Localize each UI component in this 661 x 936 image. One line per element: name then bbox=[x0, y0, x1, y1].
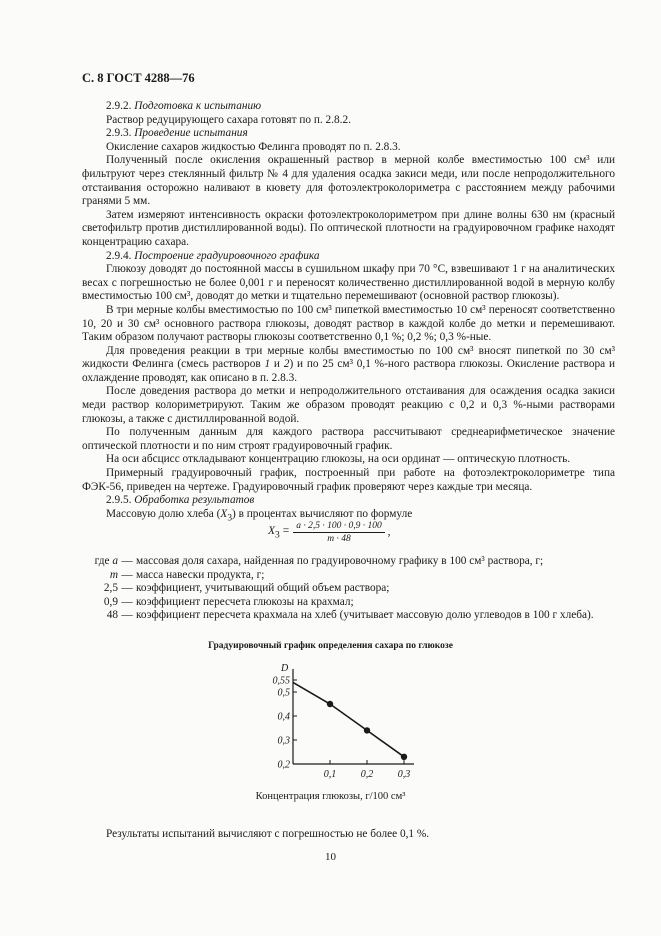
data-point bbox=[327, 701, 333, 707]
paragraph: Раствор редуцирующего сахара готовят по п. 2.8.2. bbox=[106, 113, 351, 126]
paragraph: Глюкозу доводят до постоянной массы в сушильном шкафу при 70 °С, взвешивают 1 г на аналитических весах с погрешностью не более 0,001 г и переносят количественно дистиллированной водой в мерную колбу вместимостью 100 см³, доводят до метки и тщательно перемешивают (основной раствор глюкозы). bbox=[82, 263, 615, 303]
chart-x-axis-label: Концентрация глюкозы, г/100 см³ bbox=[255, 791, 406, 802]
page-number: 10 bbox=[325, 851, 336, 863]
section-title: Обработка результатов bbox=[134, 494, 255, 507]
definition-item: 2,5 — коэффициент, учитывающий общий объем раствора; bbox=[103, 582, 390, 595]
paragraph: Окисление сахаров жидкостью Фелинга проводят по п. 2.8.3. bbox=[106, 140, 401, 153]
paragraph: Полученный после окисления окрашенный раствор в мерной колбе вместимостью 100 см³ или фильтруют через стеклянный фильтр № 4 для удаления осадка закиси меди, или после непродолжительного отстаивания осторожно наливают в кювету для фотоэлектроколориметра с расстоянием между рабочими гранями 5 мм. bbox=[82, 154, 615, 208]
heading-2-9-2 bbox=[82, 100, 615, 114]
section-title: Проведение испытания bbox=[134, 127, 248, 140]
series-line bbox=[293, 682, 404, 756]
chart-title: Градуировочный график определения сахара по глюкозе bbox=[208, 641, 453, 651]
formula-definitions bbox=[76, 555, 611, 623]
data-point bbox=[364, 727, 370, 733]
y-axis-label: D bbox=[281, 663, 289, 674]
paragraph: На оси абсцисс откладывают концентрацию глюкозы, на оси ординат — оптическую плотность. bbox=[106, 453, 571, 466]
formula-numerator: a · 2,5 · 100 · 0,9 · 100 bbox=[293, 521, 385, 533]
formula-fraction bbox=[293, 521, 385, 544]
x-tick-label: 0,2 bbox=[360, 769, 374, 780]
section-number: 2.9.5. bbox=[106, 494, 132, 507]
y-tick-label: 0,3 bbox=[277, 735, 290, 747]
heading-2-9-4 bbox=[82, 250, 615, 264]
heading-2-9-5 bbox=[82, 494, 615, 508]
result-paragraph: Результаты испытаний вычисляют с погрешностью не более 0,1 %. bbox=[106, 828, 430, 840]
calibration-chart bbox=[0, 655, 661, 795]
paragraph: Для проведения реакции в три мерные колбы вместимостью по 100 см³ вносят пипеткой по 30 см³ жидкости Фелинга (смесь растворов 1 и 2) и по 25 см³ 0,1 %-ного раствора глюкозы. Окисление раствора и охлаждение проводят, как описано в п. 2.8.3. bbox=[82, 344, 615, 384]
x-tick-label: 0,3 bbox=[397, 769, 411, 780]
paragraph: Затем измеряют интенсивность окраски фотоэлектроколориметром при длине волны 630 нм (красный светофильтр против дистиллированной воды). По оптической плотности на градуировочном графике находят концентрацию сахара. bbox=[82, 208, 615, 248]
y-tick-label: 0,5 bbox=[277, 687, 290, 699]
heading-2-9-3 bbox=[82, 127, 615, 141]
definition-item: 0,9 — коэффициент пересчета глюкозы на крахмал; bbox=[103, 595, 354, 608]
x-tick-label: 0,1 bbox=[323, 769, 337, 780]
formula-denominator: m · 48 bbox=[327, 534, 351, 544]
section-number: 2.9.3. bbox=[106, 127, 132, 140]
y-tick-label: 0,4 bbox=[277, 711, 290, 723]
definition-item: 48 — коэффициент пересчета крахмала на хлеб (учитывает массовую долю углеводов в 100 г хлеба). bbox=[106, 609, 594, 622]
paragraph: После доведения раствора до метки и непродолжительного отстаивания для осаждения осадка закиси меди раствор колориметрируют. Таким же образом проводят реакцию с 0,2 и 0,3 %-ными растворами глюкозы, а также с дистиллированной водой. bbox=[82, 385, 615, 425]
paragraph: В три мерные колбы вместимостью по 100 см³ пипеткой вместимостью 10 см³ переносят соответственно 10, 20 и 30 см³ основного раствора глюкозы, доводят раствор в каждой колбе до метки и перемешивают. Таким образом получают растворы глюкозы соответственно 0,1 %; 0,2 %; 0,3 %-ные. bbox=[82, 303, 615, 344]
section-title: Подготовка к испытанию bbox=[134, 100, 262, 112]
section-number: 2.9.2. bbox=[106, 100, 132, 112]
definition-item: m — масса навески продукта, г; bbox=[109, 568, 265, 581]
paragraph: Примерный градуировочный график, построенный при работе на фотоэлектроколориметре типа ФЭК-56, приведен на чертеже. Градуировочный график проверяют через каждые три месяца. bbox=[82, 467, 615, 493]
section-number: 2.9.4. bbox=[106, 249, 132, 262]
section-title: Построение градуировочного графика bbox=[134, 249, 320, 262]
y-tick-label: 0,2 bbox=[277, 759, 290, 771]
data-point bbox=[401, 754, 407, 760]
definition-item: где a — массовая доля сахара, найденная по градуировочному графику в 100 см³ раствора, г; bbox=[94, 555, 544, 567]
paragraph: Массовую долю хлеба $(X_3)$ в процентах вычисляют по формуле bbox=[106, 507, 413, 524]
paragraph: По полученным данным для каждого раствора рассчитывают среднеарифметическое значение оптической плотности и по ним строят градуировочный график. bbox=[82, 426, 615, 452]
formula: $X_3$ = $\frac{a \cdot 2,5 \cdot 100 \cdot 0,9 \cdot 100}{m \cdot 48}$ , bbox=[268, 521, 391, 544]
y-tick-label: 0,55 bbox=[272, 675, 290, 687]
page-header: С. 8 ГОСТ 4288—76 bbox=[82, 71, 195, 85]
section-2-9-2 bbox=[82, 100, 615, 526]
